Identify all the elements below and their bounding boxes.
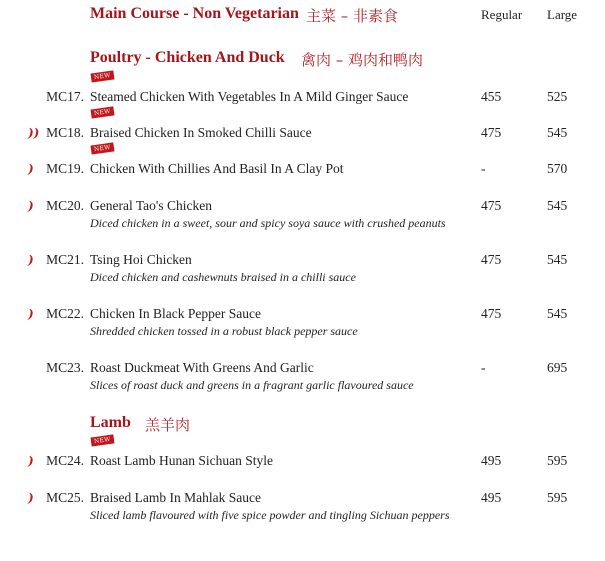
item-code: MC18. [46, 125, 84, 140]
price-large: 545 [547, 125, 568, 140]
price-large: 595 [547, 490, 568, 505]
price-regular: - [481, 360, 486, 375]
item-code: MC17. [46, 89, 84, 104]
price-regular: - [481, 161, 486, 176]
price-large: 545 [547, 252, 568, 267]
section-title-poultry-chinese: 禽肉 – 鸡肉和鸭肉 [301, 51, 424, 69]
new-badge: NEW [90, 142, 114, 154]
page-title: Main Course - Non Vegetarian [90, 5, 299, 22]
item-code: MC21. [46, 252, 84, 267]
price-regular: 475 [481, 252, 502, 267]
price-regular: 495 [481, 453, 502, 468]
item-name: General Tao's Chicken [90, 198, 212, 213]
price-large: 570 [547, 161, 568, 176]
new-badge: NEW [90, 106, 114, 118]
chili-icon: ) [28, 253, 34, 267]
item-description: Diced chicken and cashewnuts braised in a chilli sauce [90, 270, 356, 284]
item-name: Braised Chicken In Smoked Chilli Sauce [90, 125, 312, 140]
price-regular: 495 [481, 490, 502, 505]
section-title-poultry: Poultry - Chicken And Duck [90, 49, 285, 66]
item-name: Roast Duckmeat With Greens And Garlic [90, 360, 314, 375]
item-name: Chicken With Chillies And Basil In A Clay Pot [90, 161, 344, 176]
price-large: 545 [547, 198, 568, 213]
price-large: 595 [547, 453, 568, 468]
item-code: MC23. [46, 360, 84, 375]
section-title-lamb-chinese: 羔羊肉 [145, 416, 191, 434]
price-regular: 475 [481, 125, 502, 140]
section-title-lamb: Lamb [90, 414, 131, 431]
item-name: Roast Lamb Hunan Sichuan Style [90, 453, 273, 468]
chili-icon: )) [28, 126, 40, 140]
item-description: Slices of roast duck and greens in a fragrant garlic flavoured sauce [90, 378, 414, 392]
chili-icon: ) [28, 162, 34, 176]
item-name: Tsing Hoi Chicken [90, 252, 192, 267]
chili-icon: ) [28, 454, 34, 468]
item-description: Shredded chicken tossed in a robust black pepper sauce [90, 324, 358, 338]
price-regular: 475 [481, 306, 502, 321]
price-large: 525 [547, 89, 568, 104]
chili-icon: ) [28, 199, 34, 213]
page-title-chinese: 主菜 – 非素食 [306, 7, 399, 25]
item-code: MC24. [46, 453, 84, 468]
new-badge: NEW [90, 70, 114, 82]
price-regular: 475 [481, 198, 502, 213]
item-description: Diced chicken in a sweet, sour and spicy soya sauce with crushed peanuts [90, 216, 446, 230]
column-header-regular: Regular [481, 7, 523, 22]
price-large: 695 [547, 360, 568, 375]
item-name: Chicken In Black Pepper Sauce [90, 306, 261, 321]
item-code: MC19. [46, 161, 84, 176]
item-name: Steamed Chicken With Vegetables In A Mild Ginger Sauce [90, 89, 409, 104]
chili-icon: ) [28, 491, 34, 505]
item-description: Sliced lamb flavoured with five spice powder and tingling Sichuan peppers [90, 508, 450, 522]
item-code: MC20. [46, 198, 84, 213]
price-large: 545 [547, 306, 568, 321]
item-code: MC22. [46, 306, 84, 321]
item-name: Braised Lamb In Mahlak Sauce [90, 490, 261, 505]
column-header-large: Large [547, 7, 578, 22]
chili-icon: ) [28, 307, 34, 321]
new-badge: NEW [90, 434, 114, 446]
item-code: MC25. [46, 490, 84, 505]
price-regular: 455 [481, 89, 502, 104]
